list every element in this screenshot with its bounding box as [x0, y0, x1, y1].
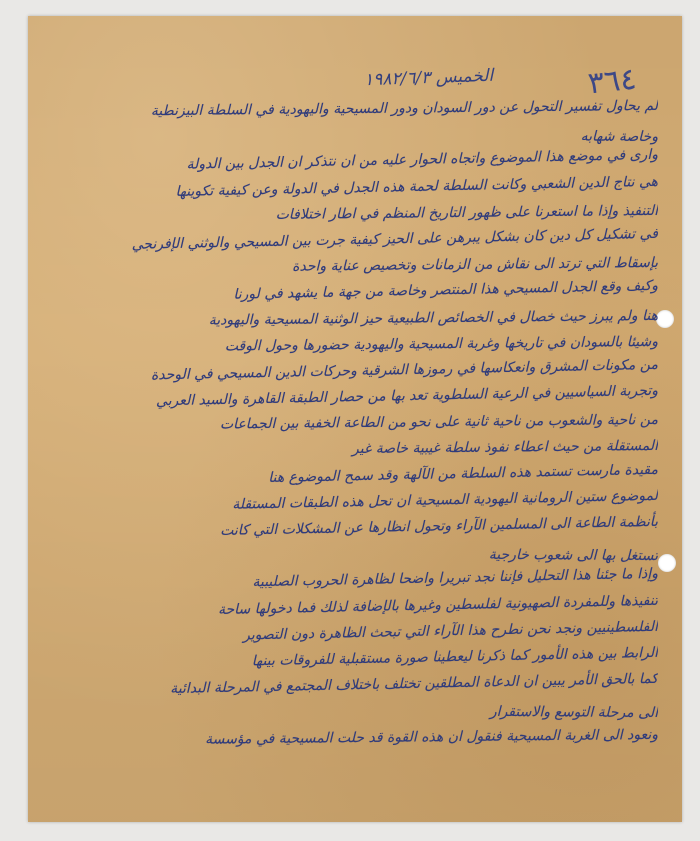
- text-line: ونعود الى الغربة المسيحية فنقول ان هذه القوة قد حلت المسيحية في مؤسسة: [204, 726, 659, 748]
- text-line: وشيئا بالسودان في تاريخها وغربة المسيحية واليهودية حضورها وحول الوقت: [224, 333, 659, 355]
- text-line: لم يحاول تفسير التحول عن دور السودان ودور المسيحية واليهودية في السلطة البيزنطية: [150, 97, 659, 120]
- handwritten-body: [68, 96, 658, 751]
- text-line: من ناحية والشعوب من ناحية ثانية على نحو من الطاعة الخفية بين الجماعات: [219, 412, 659, 433]
- text-line: المستقلة من حيث اعطاء نفوذ سلطة غيبية خاصة غير: [351, 438, 659, 458]
- text-line: هي نتاج الدين الشعبي وكانت السلطة لحمة هذه الجدل في الدولة وعن كيفية تكوينها: [175, 173, 659, 200]
- text-line: بأنظمة الطاعة الى المسلمين الآراء وتحول انظارها عن المشكلات التي كانت: [219, 513, 659, 539]
- text-line: وإذا ما جئنا هذا التحليل فإننا نجد تبريرا واضحا لظاهرة الحروب الصليبية: [252, 566, 659, 591]
- punch-hole-bottom: [658, 554, 676, 572]
- text-line: وكيف وقع الجدل المسيحي هذا المنتصر وخاصة من جهة ما يشهد في لورنا: [233, 278, 659, 304]
- text-line: من مكونات المشرق وانعكاسها في رموزها الشرقية وحركات الدين المسيحي في الوحدة: [150, 356, 659, 384]
- text-line: وخاصة شهابه: [580, 128, 659, 146]
- text-line: لموضوع ستين الرومانية اليهودية المسيحية ان تحل هذه الطبقات المستقلة: [232, 487, 659, 513]
- text-line: هنا ولم يبرز حيث خصال في الخصائص الطبيعية حيز الوثنية المسيحية واليهودية: [208, 307, 659, 329]
- date-header: الخميس ١٩٨٢/٦/٣: [363, 65, 494, 91]
- page-number: ٣٦٤: [586, 61, 639, 102]
- text-line: الى مرحلة التوسع والاستقرار: [489, 704, 659, 722]
- text-line: تستغل بها الى شعوب خارجية: [488, 547, 659, 565]
- text-line: تنفيذها وللمفردة الصهيونية لفلسطين وغيرها بالإضافة لذلك فما دخولها ساحة: [217, 592, 659, 618]
- text-line: في تشكيل كل دين كان بشكل يبرهن على الحيز كيفية جرت بين المسيحي والوثني الإفرنجي: [131, 225, 659, 253]
- text-line: الرابط بين هذه الأمور كما ذكرنا ليعطينا صورة مستقبلية للفروقات بينها: [251, 644, 659, 670]
- text-line: كما بالحق الأمر يبين ان الدعاة المطلقين تختلف باختلاف المجتمع في المرحلة البدائية: [170, 670, 659, 698]
- text-line: الفلسطينيين ونجد نحن نطرح هذا الآراء التي تبحث الظاهرة دون التصوير: [242, 618, 659, 644]
- text-line: بإسقاط التي ترتد الى نقاش من الزمانات وتخصيص عناية واحدة: [292, 255, 659, 275]
- manuscript-page: [28, 16, 682, 822]
- text-line: وارى في موضع هذا الموضوع واتجاه الحوار عليه من ان نتذكر ان الجدل بين الدولة: [186, 147, 659, 174]
- text-line: وتجربة السياسيين في الرعية السلطوية تعد بها من حصار الطبقة القاهرة والسيد العربي: [155, 382, 659, 410]
- punch-hole-top: [656, 310, 674, 328]
- text-line: مقيدة مارست تستمد هذه السلطة من الآلهة وقد سمح الموضوع هنا: [268, 461, 659, 486]
- text-line: التنفيذ وإذا ما استعرنا على ظهور التاريخ المنظم في اطار اختلافات: [275, 202, 659, 223]
